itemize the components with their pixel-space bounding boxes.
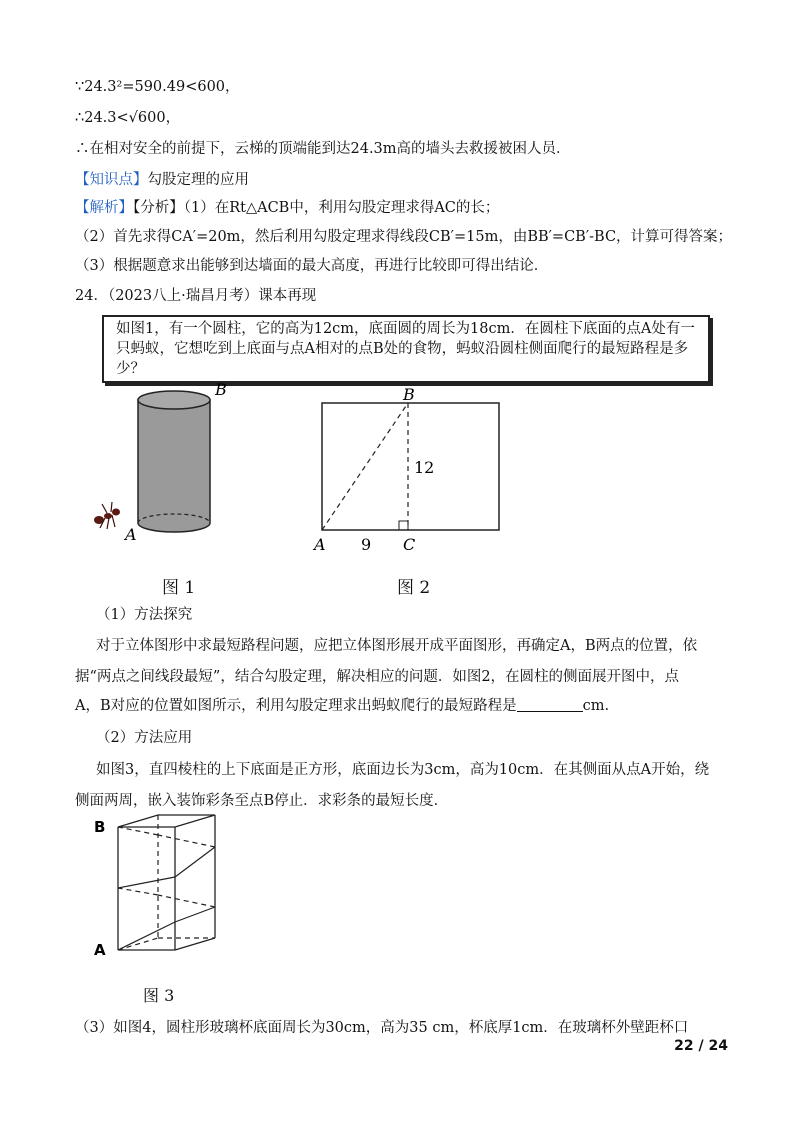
knowledge-tag: 【知识点】: [75, 172, 148, 188]
text-line: ∴在相对安全的前提下，云梯的顶端能到达24.3m高的墙头去救援被困人员．: [75, 141, 571, 157]
text-line: （3）根据题意求出能够到达墙面的最大高度，再进行比较即可得出结论．: [75, 258, 549, 274]
part1-title: （1）方法探究: [96, 607, 193, 623]
question-heading: 24．（2023八上·瑞昌月考）课本再现: [75, 288, 317, 304]
unit-text: cm.: [582, 698, 610, 714]
text-line: （2）首先求得CA′=20m，然后利用勾股定理求得线段CB′=15m，由BB′=CB′-BC，计算可得答案；: [75, 229, 733, 245]
text-line: （3）如图4，圆柱形玻璃杯底面周长为30cm，高为35 cm，杯底厚1cm．在玻璃杯外壁距杯口: [75, 1020, 689, 1036]
label-b: B: [94, 818, 106, 836]
box-line: 少？: [116, 361, 145, 377]
text-line: [75, 696, 609, 716]
analysis-tag: 【解析】: [75, 200, 133, 216]
answer-blank[interactable]: [517, 697, 583, 712]
text-line: 如图3，直四棱柱的上下底面是正方形，底面边长为3cm，高为10cm．在其侧面从点A开始，绕: [96, 762, 710, 778]
label-a: A: [314, 535, 326, 554]
text-line: ∵24.3²=590.49<600，: [75, 79, 240, 95]
label-9: 9: [361, 535, 372, 554]
figure-1-caption: 图 1: [162, 578, 196, 598]
figure-1-cylinder: [85, 378, 245, 553]
box-line: 如图1，有一个圆柱，它的高为12cm，底面圆的周长为18cm．在圆柱下底面的点A处有一: [116, 321, 695, 337]
label-b: B: [215, 380, 227, 399]
figure-3-prism: [90, 810, 230, 1005]
figure-2-rectangle: [310, 380, 510, 560]
analysis-text: 【分析】（1）在Rt△ACB中，利用勾股定理求得AC的长；: [133, 200, 500, 216]
text-line: 侧面两周，嵌入装饰彩条至点B停止．求彩条的最短长度．: [75, 793, 449, 809]
text-line: 据“两点之间线段最短”，结合勾股定理，解决相应的问题．如图2，在圆柱的侧面展开图中，点: [75, 669, 680, 685]
ant-icon: [94, 502, 120, 529]
knowledge-line: [75, 170, 249, 190]
label-12: 12: [414, 458, 435, 477]
label-a: A: [125, 525, 137, 544]
label-c: C: [403, 535, 416, 554]
analysis-line: [75, 198, 499, 218]
knowledge-text: 勾股定理的应用: [147, 172, 249, 188]
text-span: A，B对应的位置如图所示，利用勾股定理求出蚂蚁爬行的最短路程是: [75, 698, 517, 714]
figure-2-caption: 图 2: [397, 578, 431, 598]
figure-3-caption: 图 3: [143, 986, 175, 1005]
part2-title: （2）方法应用: [96, 730, 193, 746]
problem-box: [102, 315, 710, 383]
text-line: ∴24.3<√600，: [75, 110, 181, 126]
text-line: 对于立体图形中求最短路程问题，应把立体图形展开成平面图形，再确定A，B两点的位置，依: [96, 638, 698, 654]
box-line: 只蚂蚁，它想吃到上底面与点A相对的点B处的食物，蚂蚁沿圆柱侧面爬行的最短路程是多: [116, 341, 689, 357]
label-b: B: [403, 385, 415, 404]
page-number: 22 / 24: [674, 1038, 728, 1054]
label-a: A: [94, 941, 106, 959]
